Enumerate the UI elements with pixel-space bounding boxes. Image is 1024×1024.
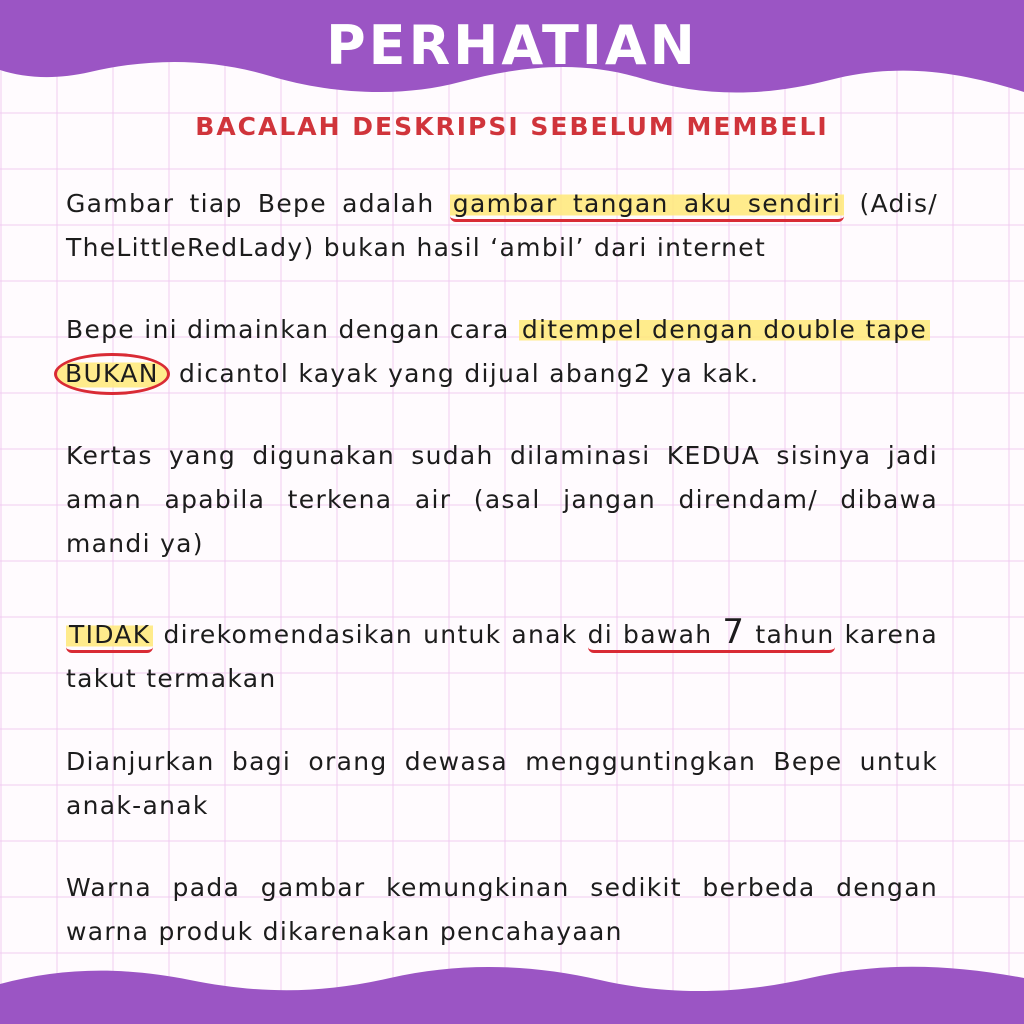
p4-text-after: karena takut termakan: [66, 620, 938, 693]
paragraph-age-warning: [66, 610, 938, 701]
p4-age-number: 7: [722, 612, 746, 652]
p2-circled-word: BUKAN: [54, 353, 170, 395]
p4-underlined-age: [587, 612, 835, 653]
paragraph-hand-drawn: [66, 182, 938, 270]
page-title: PERHATIAN: [326, 14, 698, 77]
p4-highlight: TIDAK: [66, 620, 153, 653]
page-subtitle: BACALAH DESKRIPSI SEBELUM MEMBELI: [195, 112, 829, 141]
p4-underlined-pre: di bawah: [587, 620, 723, 649]
paragraph-color-note: Warna pada gambar kemungkinan sedikit berbeda dengan warna produk dikarenakan pencahayaan: [66, 873, 938, 946]
p1-highlight: gambar tangan aku sendiri: [450, 189, 844, 222]
p1-text-before: Gambar tiap Bepe adalah: [66, 189, 450, 218]
paragraph-adult-cutting: Dianjurkan bagi orang dewasa mengguntingkan Bepe untuk anak-anak: [66, 747, 938, 820]
p1-text-after: (Adis/ TheLittleRedLady) bukan hasil ‘ambil’ dari internet: [66, 189, 938, 262]
paragraph-lamination: Kertas yang digunakan sudah dilaminasi KEDUA sisinya jadi aman apabila terkena air (asal jangan direndam/ dibawa mandi ya): [66, 441, 938, 558]
p2-text-after: dicantol kayak yang dijual abang2 ya kak.: [169, 359, 760, 388]
bottom-wave-banner: [0, 954, 1024, 1024]
p4-underlined-post: tahun: [745, 620, 835, 649]
p4-text-middle: direkomendasikan untuk anak: [153, 620, 588, 649]
paragraph-double-tape: [66, 308, 938, 396]
p2-text-before: Bepe ini dimainkan dengan cara: [66, 315, 519, 344]
p2-highlight: ditempel dengan double tape: [519, 315, 930, 344]
